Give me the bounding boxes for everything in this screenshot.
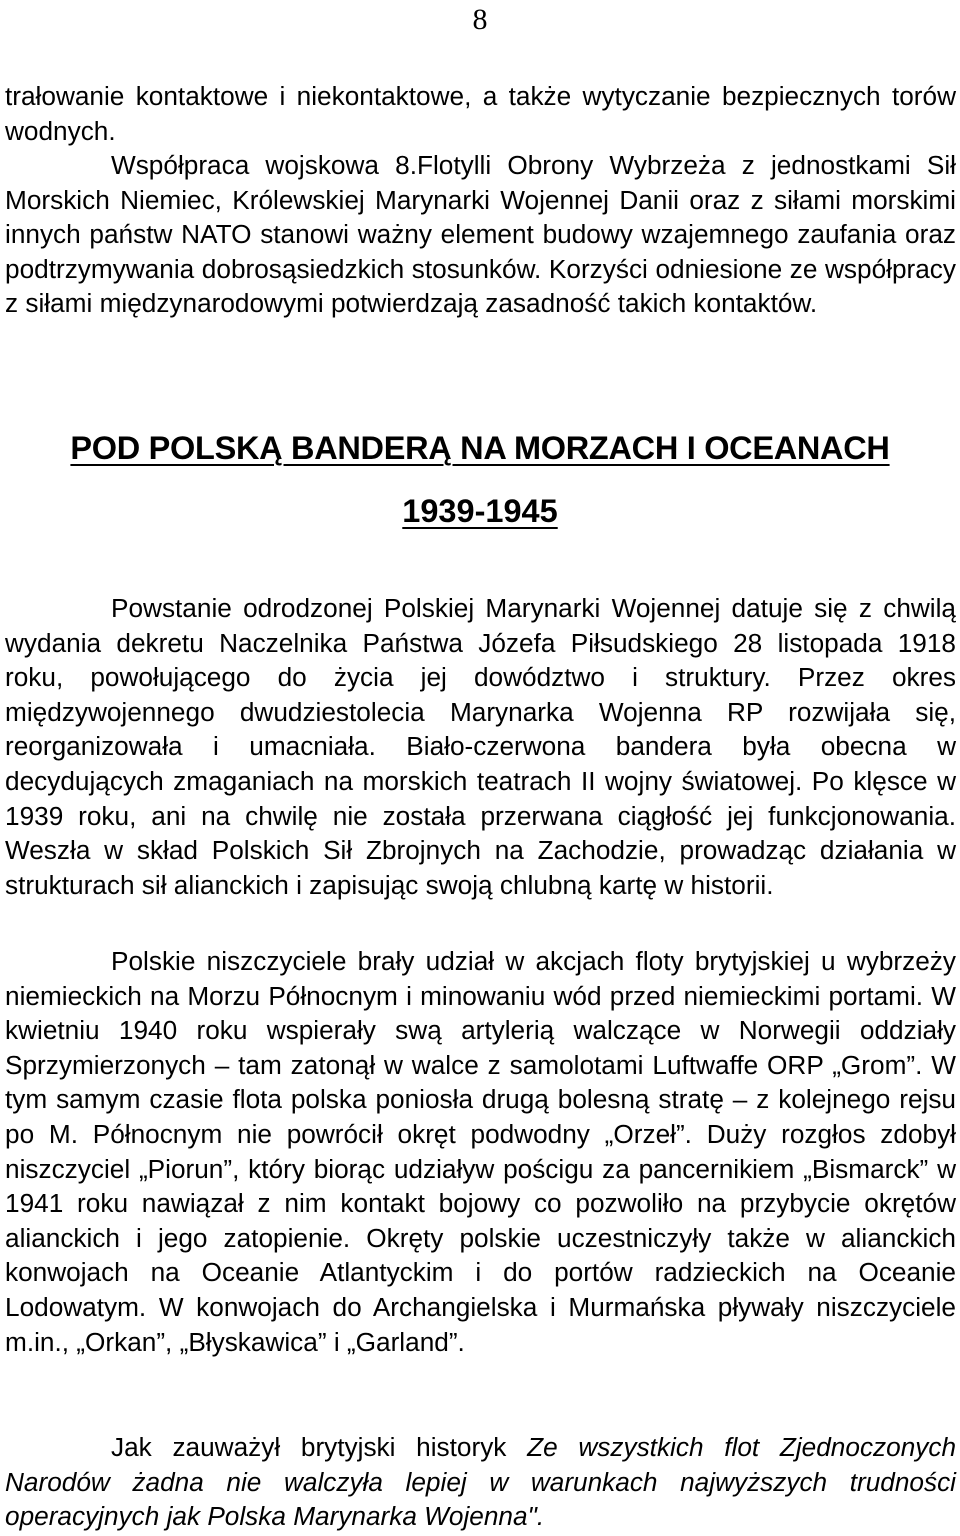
section-title: POD POLSKĄ BANDERĄ NA MORZACH I OCEANACH bbox=[70, 430, 890, 466]
section-years: 1939-1945 bbox=[402, 493, 558, 529]
quote-lead-text: Jak zauważył brytyjski historyk bbox=[111, 1432, 528, 1462]
paragraph-military-cooperation: Współpraca wojskowa 8.Flotylli Obrony Wybrzeża z jednostkami Sił Morskich Niemiec, Królewskiej Marynarki Wojennej Danii oraz z siłami morskimi innych państw NATO stanowi ważny element budowy wzajemnego zaufania oraz podtrzymywania dobrosąsiedzkich stosunków. Korzyści odniesione ze współpracy z siłami międzynarodowymi potwierdzają zasadność takich kontaktów. bbox=[5, 150, 956, 319]
paragraph-historian-quote bbox=[5, 1430, 956, 1534]
paragraph-destroyers-ww2: Polskie niszczyciele brały udział w akcjach floty brytyjskiej u wybrzeży niemieckich na Morzu Północnym i minowaniu wód przed niemieckimi portami. W kwietniu 1940 roku wspierały swą artylerią walczące w Norwegii oddziały Sprzymierzonych – tam zatonął w walce z samolotami Luftwaffe ORP „Grom”. W tym samym czasie flota polska poniosła drugą bolesną stratę – z kolejnego rejsu po M. Północnym nie powrócił okręt podwodny „Orzeł”. Duży rozgłos zdobył niszczyciel „Piorun”, który biorąc udziaływ pościgu za pancernikiem „Bismarck” w 1941 roku nawiązał z nim kontakt bojowy co pozwoliło na przybycie okrętów alianckich i jego zatopienie. Okręty polskie uczestniczyły także w alianckich konwojach na Oceanie Atlantyckim i do portów radzieckich na Oceanie Lodowatym. W konwojach do Archangielska i Murmańska pływały niszczyciele m.in., „Orkan”, „Błyskawica” i „Garland”. bbox=[5, 946, 956, 1357]
page-number: 8 bbox=[472, 3, 488, 36]
quote-text: Ze wszystkich flot Zjednoczonych Narodów żadna nie walczyła lepiej w warunkach najwyższych trudności operacyjnych jak Polska Marynarka Wojenna". bbox=[5, 1432, 957, 1532]
paragraph-navy-origins: Powstanie odrodzonej Polskiej Marynarki Wojennej datuje się z chwilą wydania dekretu Naczelnika Państwa Józefa Piłsudskiego 28 listopada 1918 roku, powołującego do życia jej dowództwo i struktury. Przez okres międzywojennego dwudziestolecia Marynarka Wojenna RP rozwijała się, reorganizowała i umacniała. Biało-czerwona bandera była obecna w decydujących zmaganiach na morskich teatrach II wojny światowej. Po klęsce w 1939 roku, ani na chwilę nie została przerwana ciągłość jej funkcjonowania. Weszła w skład Polskich Sił Zbrojnych na Zachodzie, prowadząc działania w strukturach sił alianckich i zapisując swoją chlubną kartę w historii. bbox=[5, 593, 956, 900]
paragraph-minesweeping: trałowanie kontaktowe i niekontaktowe, a także wytyczanie bezpiecznych torów wodnych. bbox=[5, 81, 956, 146]
